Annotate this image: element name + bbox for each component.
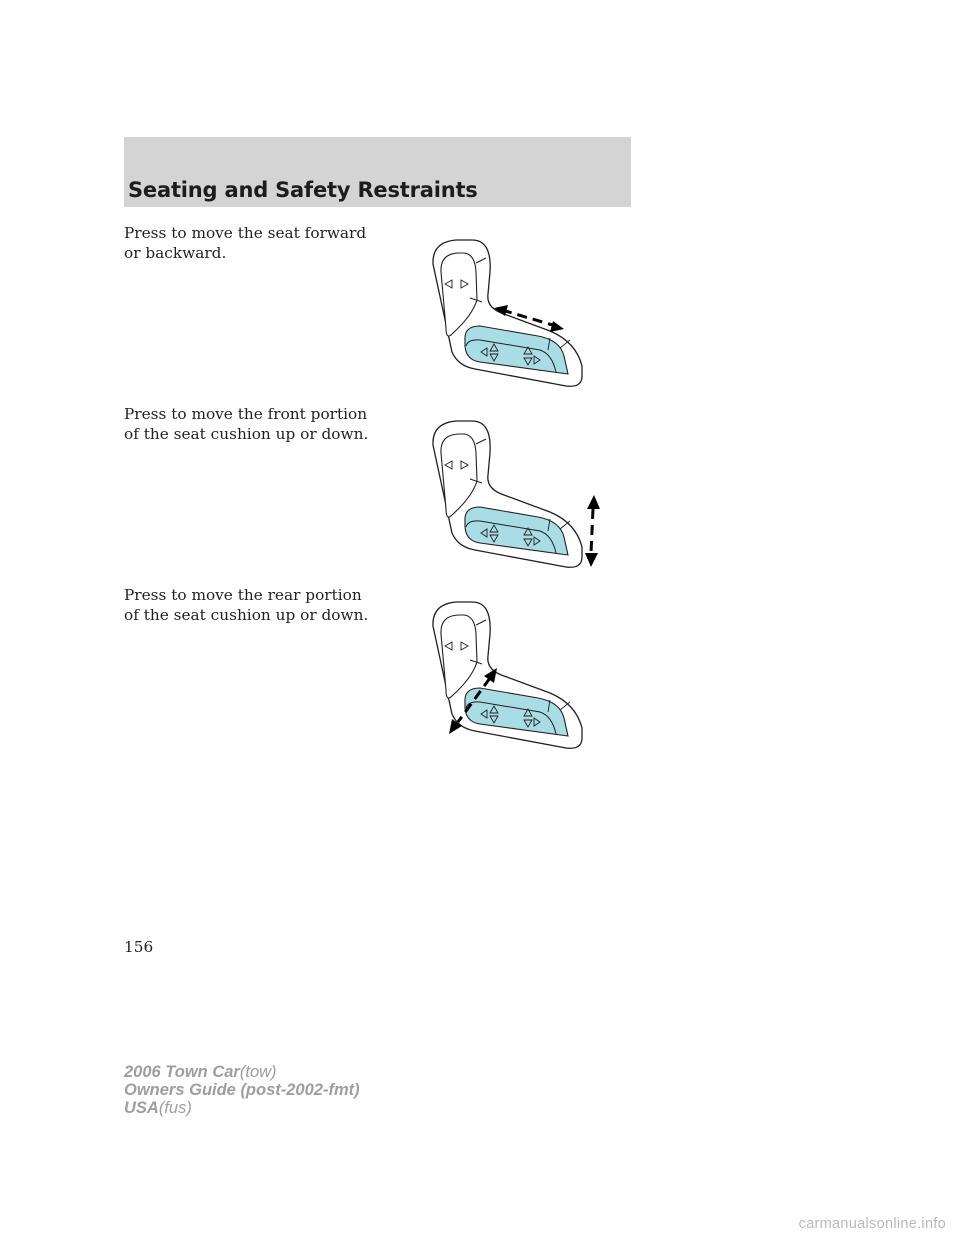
- instruction-forward-backward: Press to move the seat forward or backward.: [124, 224, 367, 262]
- instruction-rear-cushion: Press to move the rear portion of the seat cushion up or down.: [124, 586, 369, 624]
- arrow-down: [585, 553, 598, 567]
- rear-cushion-up-down-illustration: [420, 598, 620, 778]
- footer-guide-name: Owners Guide (post-2002-fmt): [124, 1081, 360, 1099]
- arrow-up: [587, 495, 600, 509]
- footer-market: USA: [124, 1099, 159, 1117]
- front-cushion-up-down-illustration: [420, 417, 620, 597]
- arrow-forward: [550, 321, 564, 332]
- document-footer: [124, 1063, 360, 1117]
- instruction-front-cushion: Press to move the front portion of the seat cushion up or down.: [124, 405, 369, 443]
- footer-model-code: (tow): [239, 1063, 277, 1081]
- watermark: carmanualsonline.info: [798, 1216, 946, 1232]
- section-title: Seating and Safety Restraints: [128, 178, 478, 202]
- page-number: 156: [124, 938, 154, 956]
- footer-model: 2006 Town Car: [124, 1063, 240, 1081]
- footer-market-code: (fus): [158, 1099, 192, 1117]
- seat-forward-backward-illustration: [420, 236, 620, 416]
